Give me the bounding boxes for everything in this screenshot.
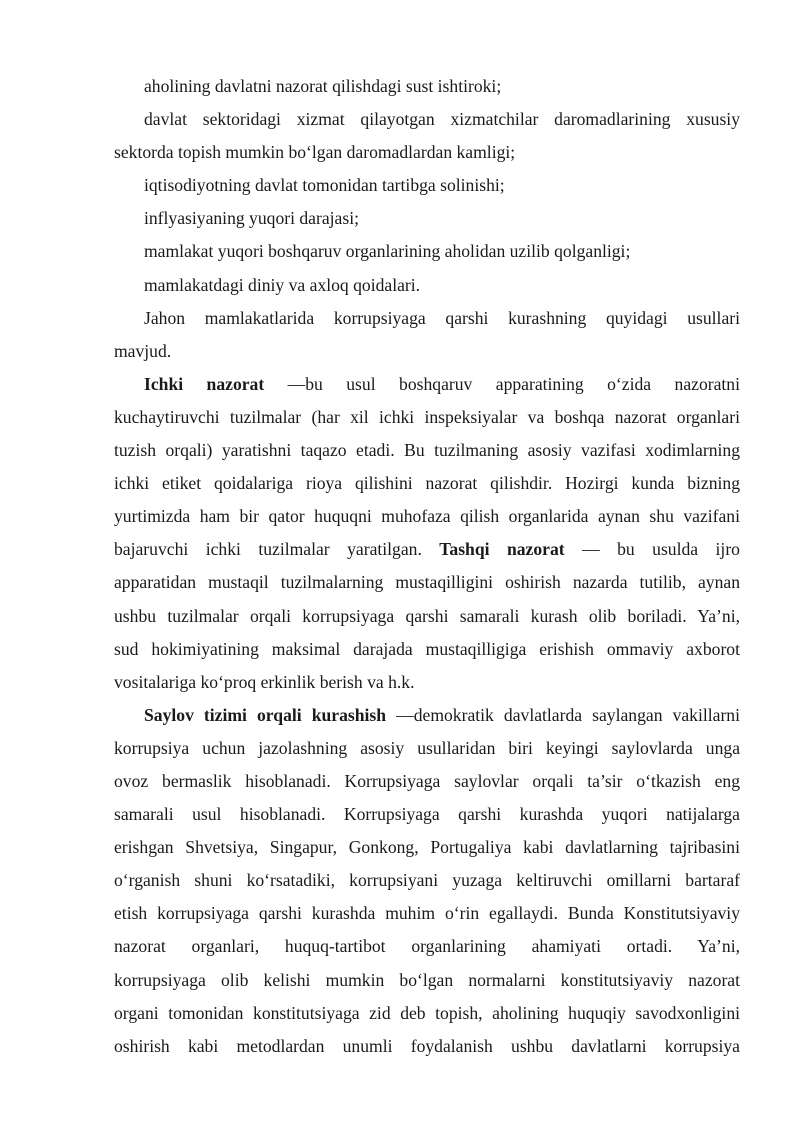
list-item-public-salaries: davlat sektoridagi xizmat qilayotgan xizmatchilar daromadlarining xususiy [144,109,740,130]
list-item-inflation: inflyasiyaning yuqori darajasi; [144,208,359,229]
paragraph-external-control-line [114,533,740,566]
paragraph-text: —bu usul boshqaruv apparatining o‘zida nazoratni [264,373,740,394]
paragraph-text: bajaruvchi ichki tuzilmalar yaratilgan. [114,539,422,560]
paragraph-line: apparatidan mustaqil tuzilmalarning mustaqilligini oshirish nazarda tutilib, aynan [114,572,740,593]
paragraph-line-last: vositalariga ko‘proq erkinlik berish va h.k. [114,671,415,692]
term-external-control: Tashqi nazorat [439,539,565,560]
paragraph-internal-control-line [114,368,740,401]
list-item-religious-moral-norms: mamlakatdagi diniy va axloq qoidalari. [144,274,421,295]
paragraph-methods-intro-cont: mavjud. [114,340,172,361]
paragraph-text: — bu usulda ijro [564,539,740,560]
list-item-government-detachment: mamlakat yuqori boshqaruv organlarining aholidan uzilib qolganligi; [144,241,631,262]
term-electoral-system: Saylov tizimi orqali kurashish [144,704,387,725]
paragraph-line: nazorat organlari, huquq-tartibot organlarining ahamiyati ortadi. Ya’ni, [114,936,740,957]
list-item-state-regulation: iqtisodiyotning davlat tomonidan tartibga solinishi; [144,175,505,196]
paragraph-line: korrupsiya uchun jazolashning asosiy usullaridan biri keyingi saylovlarda unga [114,737,740,758]
list-item-public-salaries-cont: sektorda topish mumkin bo‘lgan daromadlardan kamligi; [114,142,516,163]
paragraph-electoral-line [114,699,740,732]
paragraph-line: etish korrupsiyaga qarshi kurashda muhim o‘rin egallaydi. Bunda Konstitutsiyaviy [114,903,740,924]
paragraph-line: ushbu tuzilmalar orqali korrupsiyaga qarshi samarali kurash olib boriladi. Ya’ni, [114,605,740,626]
paragraph-line: organi tomonidan konstitutsiyaga zid deb topish, aholining huquqiy savodxonligini [114,1002,740,1023]
paragraph-line: korrupsiyaga olib kelishi mumkin bo‘lgan normalarni konstitutsiyaviy nazorat [114,969,740,990]
paragraph-methods-intro: Jahon mamlakatlarida korrupsiyaga qarshi kurashning quyidagi usullari [144,307,740,328]
term-internal-control: Ichki nazorat [144,373,265,394]
paragraph-line: o‘rganish shuni ko‘rsatadiki, korrupsiyani yuzaga keltiruvchi omillarni bartaraf [114,870,740,891]
document-body [114,70,740,1063]
paragraph-text: —demokratik davlatlarda saylangan vakillarni [386,704,740,725]
paragraph-line: samarali usul hisoblanadi. Korrupsiyaga qarshi kurashda yuqori natijalarga [114,804,740,825]
paragraph-line: sud hokimiyatining maksimal darajada mustaqilligiga erishish ommaviy axborot [114,638,740,659]
paragraph-line: kuchaytiruvchi tuzilmalar (har xil ichki inspeksiyalar va boshqa nazorat organlari [114,406,740,427]
paragraph-line: ichki etiket qoidalariga rioya qilishini nazorat qilishdir. Hozirgi kunda bizning [114,473,740,494]
paragraph-line: yurtimizda ham bir qator huquqni muhofaza qilish organlarida aynan shu vazifani [114,506,740,527]
paragraph-line: ovoz bermaslik hisoblanadi. Korrupsiyaga saylovlar orqali ta’sir o‘tkazish eng [114,770,740,791]
list-item-citizen-participation: aholining davlatni nazorat qilishdagi sust ishtiroki; [144,76,502,96]
paragraph-line: erishgan Shvetsiya, Singapur, Gonkong, Portugaliya kabi davlatlarning tajribasini [114,837,740,858]
paragraph-line: oshirish kabi metodlardan unumli foydalanish ushbu davlatlarni korrupsiya [114,1035,740,1056]
paragraph-line: tuzish orqali) yaratishni taqazo etadi. Bu tuzilmaning asosiy vazifasi xodimlarning [114,440,740,461]
